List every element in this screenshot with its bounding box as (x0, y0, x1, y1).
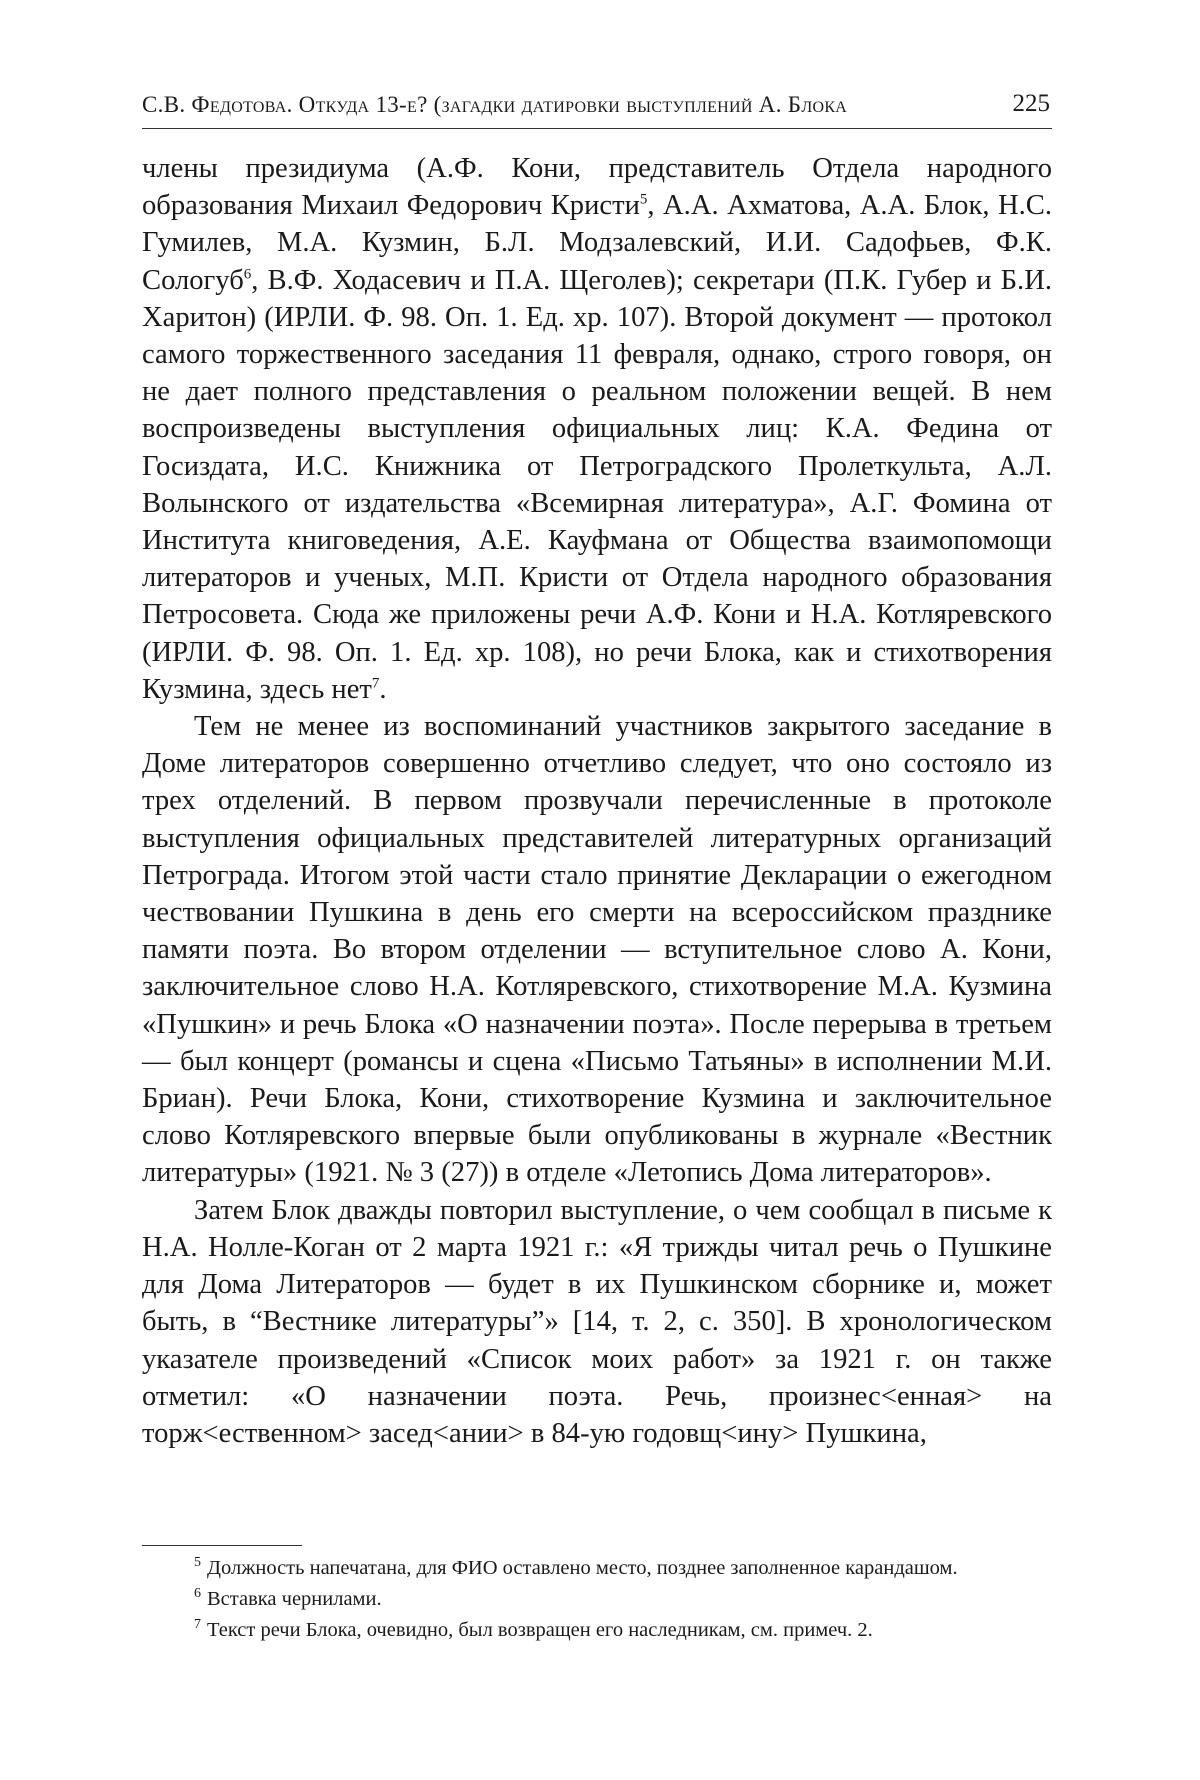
paragraph-3 (142, 1192, 1052, 1452)
paragraph-2 (142, 708, 1052, 1192)
text-run: Тем не менее из воспоминаний участников закрытого заседание в Доме литераторов совершенно отчетливо следует, что оно состояло из трех отделений. В первом прозвучали перечисленные в протоколе выступления официальных представителей литературных организаций Петрограда. Итогом этой части стало принятие Декларации о ежегодном чествовании Пушкина в день его смерти на всероссийском празднике памяти поэта. Во втором отделении — вступительное слово А. Кони, заключительное слово Н.А. Котляревского, стихотворение М.А. Кузмина «Пушкин» и речь Блока «О назначении поэта». После перерыва в третьем — был концерт (романсы и сцена «Письмо Татьяны» в исполнении М.И. Бриан). Речи Блока, Кони, стихотворение Кузмина и заключительное слово Котляревского впервые были опубликованы в журнале «Вестник литературы» (1921. № 3 (27)) в отделе «Летопись Дома литераторов». (142, 711, 1052, 1189)
footnote-text: Текст речи Блока, очевидно, был возвращен его наследникам, см. примеч. 2. (207, 1619, 873, 1641)
body-text (142, 150, 1052, 1452)
text-run: , А.А. Ахматова, А.А. Блок, Н.С. Гумилев, М.А. Кузмин, Б.Л. Модзалевский, И.И. Садофьев, Ф.К. Сологуб (142, 190, 1052, 296)
footnote-5 (142, 1556, 1052, 1581)
footnote-number: 6 (194, 1586, 201, 1602)
footnote-ref-7[interactable]: 7 (371, 675, 380, 692)
footnote-number: 7 (194, 1617, 201, 1633)
page-number: 225 (1012, 90, 1050, 117)
footnotes (142, 1556, 1052, 1649)
footnote-7 (142, 1618, 1052, 1643)
footnote-text: Должность напечатана, для ФИО оставлено место, позднее заполненное карандашом. (207, 1557, 958, 1579)
footnote-text: Вставка чернилами. (207, 1588, 382, 1610)
footnote-ref-5[interactable]: 5 (639, 191, 648, 208)
text-run: , В.Ф. Ходасевич и П.А. Щеголев); секретари (П.К. Губер и Б.И. Харитон) (ИРЛИ. Ф. 98. Оп. 1. Ед. хр. 107). Второй документ — протокол самого торжественного заседания 11 февраля, однако, строго говоря, он не дает полного представления о реальном положении вещей. В нем воспроизведены выступления официальных лиц: К.А. Федина от Госиздата, И.С. Книжника от Петроградского Пролеткульта, А.Л. Волынского от издательства «Всемирная литература», А.Г. Фомина от Института книговедения, А.Е. Кауфмана от Общества взаимопомощи литераторов и ученых, М.П. Кристи от Отдела народного образования Петросовета. Сюда же приложены речи А.Ф. Кони и Н.А. Котляревского (ИРЛИ. Ф. 98. Оп. 1. Ед. хр. 108), но речи Блока, как и стихотворения Кузмина, здесь нет (142, 264, 1052, 705)
footnote-number: 5 (194, 1555, 201, 1571)
footnote-rule (142, 1545, 302, 1546)
text-run: . (379, 673, 387, 705)
text-run: Затем Блок дважды повторил выступление, о чем сообщал в письме к Н.А. Нолле-Коган от 2 марта 1921 г.: «Я трижды читал речь о Пушкине для Дома Литераторов — будет в их Пушкинском сборнике и, может быть, в “Вестнике литературы”» [14, т. 2, с. 350]. В хронологическом указателе произведений «Список моих работ» за 1921 г. он также отметил: «О назначении поэта. Речь, произнес<енная> на торж<ественном> засед<ании> в 84-ую годовщ<ину> Пушкина, (142, 1194, 1052, 1449)
text-run: члены президиума (А.Ф. Кони, представитель Отдела народного образования Михаил Федорович Кристи (142, 153, 1052, 222)
footnote-ref-6[interactable]: 6 (243, 266, 252, 283)
paragraph-1 (142, 150, 1052, 708)
running-head (142, 88, 1052, 129)
footnote-6 (142, 1587, 1052, 1612)
running-head-title: С.В. Федотова. Откуда 13-е? (загадки датировки выступлений А. Блока (142, 92, 848, 117)
